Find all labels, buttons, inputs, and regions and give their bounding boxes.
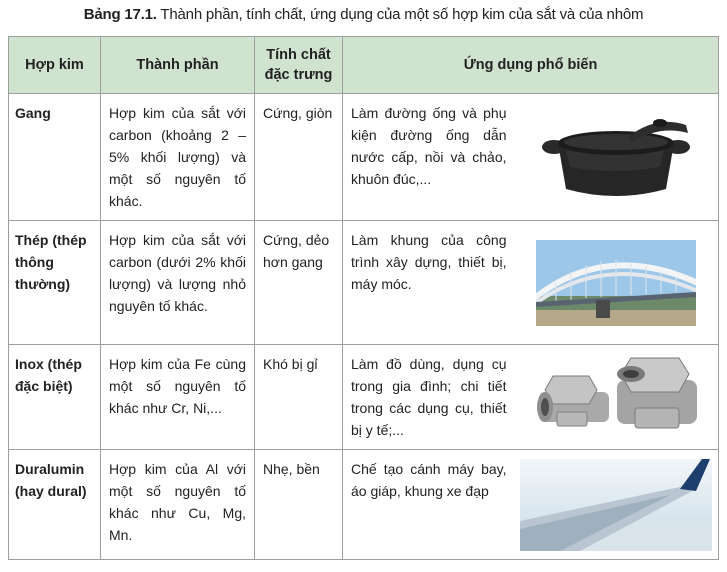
caption-label: Bảng 17.1.	[83, 6, 157, 23]
alloy-property: Nhẹ, bền	[255, 450, 343, 560]
alloy-application: Làm đồ dùng, dụng cụ trong gia đình; chi tiết trong các dụng cụ, thiết bị y tế;...	[343, 345, 515, 450]
alloy-composition: Hợp kim của sắt với carbon (dưới 2% khối lượng) và lượng nhỏ nguyên tố khác.	[101, 221, 255, 345]
alloy-property: Cứng, dẻo hơn gang	[255, 221, 343, 345]
alloy-composition: Hợp kim của sắt với carbon (khoảng 2 – 5% khối lượng) và một số nguyên tố khác.	[101, 94, 255, 221]
table-caption	[0, 6, 727, 23]
alloy-composition: Hợp kim của Al với một số nguyên tố khác như Cu, Mg, Mn.	[101, 450, 255, 560]
table-row	[9, 221, 719, 345]
alloy-name: Gang	[9, 94, 101, 221]
alloy-application: Làm đường ống và phụ kiện đường ống dẫn nước cấp, nồi và chảo, khuôn đúc,...	[343, 94, 515, 221]
alloy-name: Duralumin (hay dural)	[9, 450, 101, 560]
stainless-pipe-fittings-icon	[531, 352, 701, 442]
steel-bridge-icon	[536, 240, 696, 326]
alloy-property: Cứng, giòn	[255, 94, 343, 221]
header-property: Tính chất đặc trưng	[255, 37, 343, 94]
table-row	[9, 345, 719, 450]
alloy-name: Thép (thép thông thường)	[9, 221, 101, 345]
header-composition: Thành phần	[101, 37, 255, 94]
alloy-application: Làm khung của công trình xây dựng, thiết bị, máy móc.	[343, 221, 515, 345]
alloy-table	[8, 36, 719, 560]
alloy-application: Chế tạo cánh máy bay, áo giáp, khung xe đạp	[343, 450, 515, 560]
alloy-name: Inox (thép đặc biệt)	[9, 345, 101, 450]
table-row	[9, 94, 719, 221]
header-alloy: Hợp kim	[9, 37, 101, 94]
table-row	[9, 450, 719, 560]
alloy-composition: Hợp kim của Fe cùng một số nguyên tố khác như Cr, Ni,...	[101, 345, 255, 450]
alloy-property: Khó bị gỉ	[255, 345, 343, 450]
table-header-row	[9, 37, 719, 94]
header-application: Ứng dụng phổ biến	[343, 37, 719, 94]
cast-iron-pot-icon	[536, 107, 696, 207]
airplane-wing-icon	[520, 459, 712, 551]
caption-text: Thành phần, tính chất, ứng dụng của một số hợp kim của sắt và của nhôm	[156, 6, 644, 23]
